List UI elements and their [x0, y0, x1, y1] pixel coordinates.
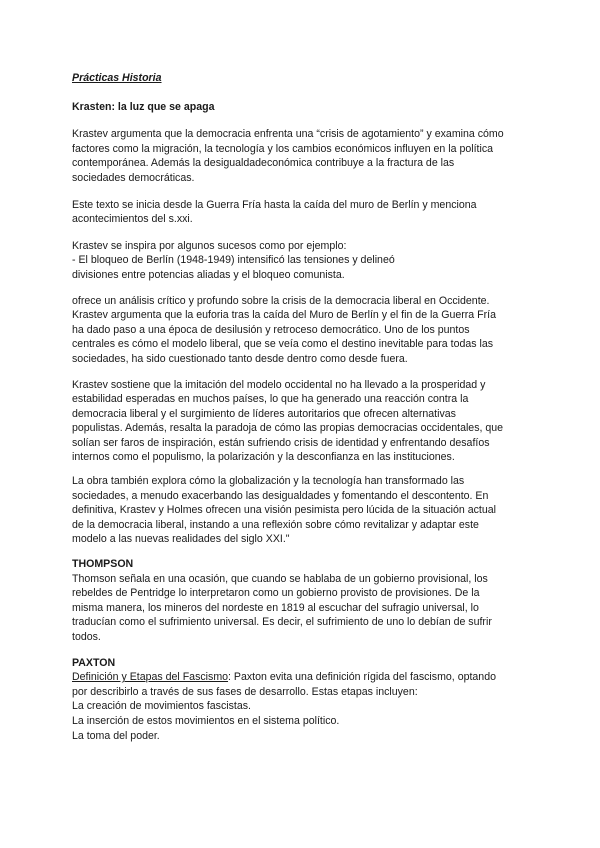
text-line: traducían como el sufrimiento universal. Es decir, el sufrimiento de uno lo debían de sufrir	[72, 616, 492, 629]
text-line: La obra también explora cómo la globalización y la tecnología han transformado las	[72, 475, 465, 488]
text-line: Krastev argumenta que la euforia tras la caída del Muro de Berlín y el fin de la Guerra Fría	[72, 309, 496, 322]
text-line: por describirlo a través de sus fases de desarrollo. Estas etapas incluyen:	[72, 685, 418, 698]
text-line: internos como el populismo, la polarización y la desconfianza en las instituciones.	[72, 451, 455, 464]
definition-text: : Paxton evita una definición rígida del fascismo, optando	[228, 671, 496, 684]
thompson-heading: THOMPSON	[72, 558, 134, 571]
krasten-paragraph-2	[72, 198, 532, 227]
text-line: populistas. Además, resalta la paradoja de cómo las propias democracias occidentales, que	[72, 422, 504, 435]
paxton-paragraph	[72, 670, 532, 743]
krasten-paragraph-4	[72, 294, 532, 367]
krasten-heading: Krasten: la luz que se apaga	[72, 100, 215, 113]
krasten-paragraph-1	[72, 127, 532, 185]
text-line: rebeldes de Pentridge lo interpretaron como un gobierno provisto de provisiones. De la	[72, 587, 480, 600]
text-line: estabilidad esperadas en muchos países, lo que ha generado una reacción contra la	[72, 393, 469, 406]
definition-label: Definición y Etapas del Fascismo	[72, 671, 229, 684]
text-line: sociedades, a menudo exacerbando las desigualdades y fomentando el descontento. En	[72, 489, 489, 502]
text-line: Este texto se inicia desde la Guerra Fría hasta la caída del muro de Berlín y menciona	[72, 198, 477, 211]
text-line: centrales es cómo el modelo liberal, que se veía como el destino inevitable para todas las	[72, 338, 494, 351]
text-line: factores como la migración, la tecnología y los cambios económicos influyen en la política	[72, 142, 494, 155]
text-line: Thomson señala en una ocasión, que cuando se hablaba de un gobierno provisional, los	[72, 572, 488, 585]
text-line: definitiva, Krastev y Holmes ofrecen una visión pesimista pero lúcida de la situación actual	[72, 504, 496, 517]
text-line: Krastev sostiene que la imitación del modelo occidental no ha llevado a la prosperidad y	[72, 378, 486, 391]
list-item: La creación de movimientos fascistas.	[72, 700, 251, 713]
text-line: sociedades democráticas.	[72, 171, 195, 184]
text-line: todos.	[72, 631, 101, 643]
text-line: ha dado paso a una época de desilusión y retroceso democrático. Uno de los puntos	[72, 323, 470, 336]
list-item: La inserción de estos movimientos en el sistema político.	[72, 714, 340, 727]
text-line: - El bloqueo de Berlín (1948-1949) intensificó las tensiones y delineó	[72, 254, 395, 267]
thompson-paragraph	[72, 572, 532, 645]
text-line: de la democracia liberal, instando a una reflexión sobre cómo revitalizar y adaptar este	[72, 518, 479, 531]
paxton-heading: PAXTON	[72, 656, 116, 669]
text-line: sociedades, ha sido cuestionado tanto desde dentro como desde fuera.	[72, 352, 408, 365]
document-body	[72, 71, 532, 743]
text-line: modelo a las nuevas realidades del siglo XXI."	[72, 533, 290, 546]
text-line: divisiones entre potencias aliadas y el bloqueo comunista.	[72, 268, 345, 281]
krasten-paragraph-5	[72, 378, 532, 466]
text-line	[72, 670, 532, 685]
document-title: Prácticas Historia	[72, 72, 162, 84]
text-line: acontecimientos del s.xxi.	[72, 213, 193, 226]
text-line: Krastev argumenta que la democracia enfrenta una “crisis de agotamiento” y examina cómo	[72, 128, 504, 141]
krasten-paragraph-3	[72, 239, 532, 283]
text-line: Krastev se inspira por algunos sucesos como por ejemplo:	[72, 239, 347, 252]
krasten-paragraph-6	[72, 474, 532, 547]
text-line: contemporánea. Además la desigualdadeconómica contribuye a la fractura de las	[72, 157, 455, 170]
text-line: misma manera, los mineros del nordeste en 1819 al escuchar del sufragio universal, lo	[72, 601, 479, 614]
text-line: solían ser faros de inspiración, están sufriendo crisis de identidad y enfrentando desafíos	[72, 436, 490, 449]
text-line: ofrece un análisis crítico y profundo sobre la crisis de la democracia liberal en Occidente.	[72, 294, 490, 307]
list-item: La toma del poder.	[72, 729, 160, 742]
text-line: democracia liberal y el surgimiento de líderes autoritarios que ofrecen alternativas	[72, 407, 456, 420]
